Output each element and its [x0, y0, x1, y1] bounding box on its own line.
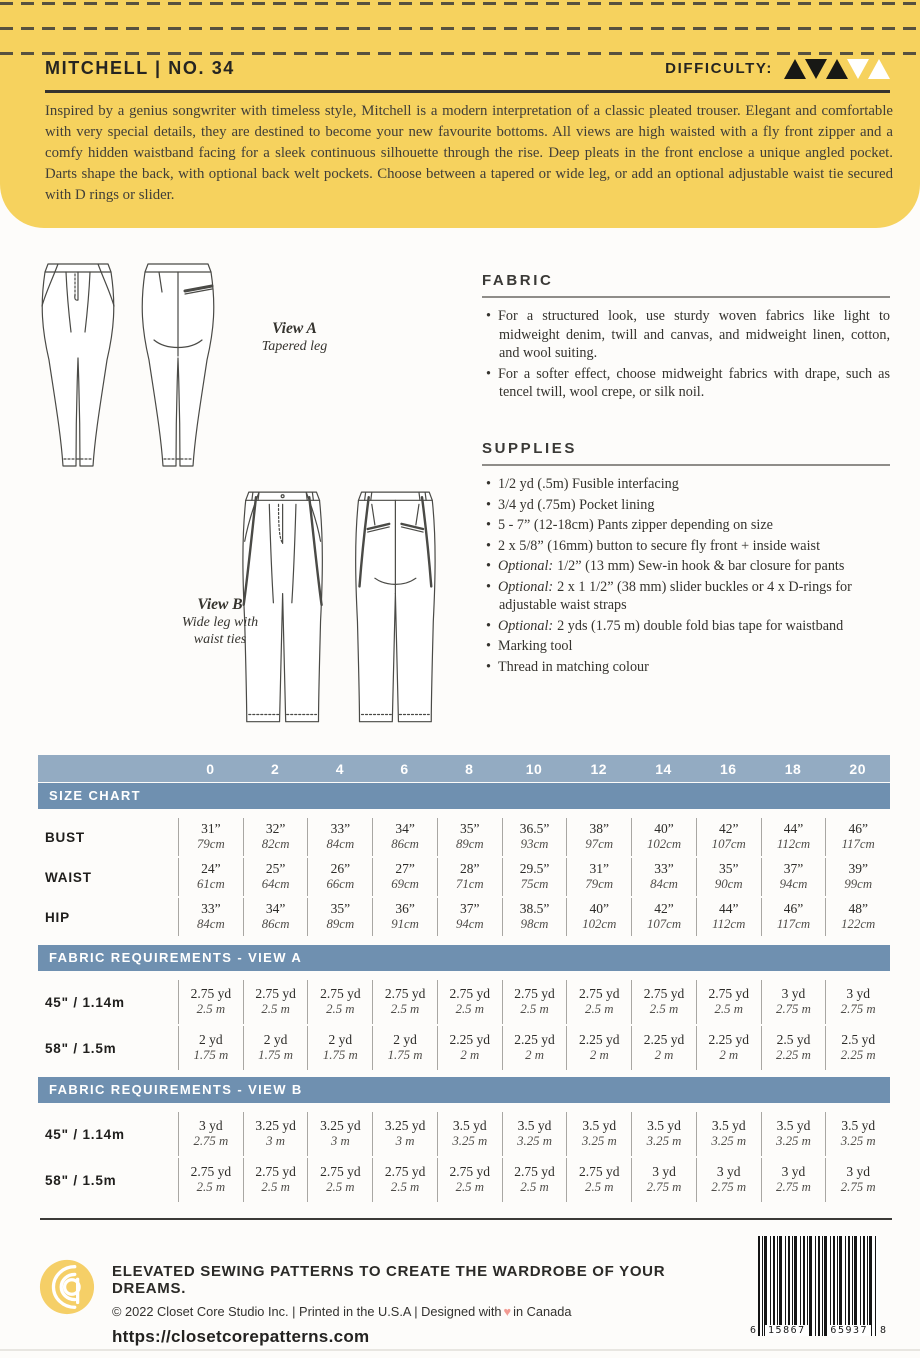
table-cell: 3.5 yd 3.25 m — [825, 1112, 890, 1156]
table-cell: 2.5 yd 2.25 m — [825, 1026, 890, 1070]
difficulty-triangle-open-icon — [847, 59, 869, 79]
dashed-line — [0, 52, 920, 55]
table-cell: 3 yd 2.75 m — [825, 980, 890, 1024]
table-cell: 3 yd 2.75 m — [178, 1112, 243, 1156]
difficulty-triangle-open-icon — [868, 59, 890, 79]
supplies-item: • Marking tool — [486, 638, 573, 654]
row-cells — [178, 1112, 890, 1156]
barcode-bars — [758, 1236, 878, 1336]
row-label: 58" / 1.5m — [45, 1172, 117, 1188]
supplies-section — [482, 440, 890, 678]
size-header-row — [38, 755, 890, 782]
table-cell: 2.75 yd 2.5 m — [437, 1158, 502, 1202]
footer-copyright: © 2022 Closet Core Studio Inc. | Printed in the U.S.A | Designed with ♥ in Canada — [112, 1304, 572, 1319]
row-label: 58" / 1.5m — [45, 1040, 117, 1056]
table-cell: 2.75 yd 2.5 m — [437, 980, 502, 1024]
table-cell: 37” 94cm — [437, 898, 502, 936]
size-chart-row-bust — [38, 818, 890, 856]
table-cell: 38” 97cm — [566, 818, 631, 856]
size-column-header: 0 — [206, 760, 215, 777]
req-a-row-45 — [38, 980, 890, 1024]
table-cell: 37” 94cm — [761, 858, 826, 896]
table-cell: 2.25 yd 2 m — [631, 1026, 696, 1070]
table-cell: 40” 102cm — [631, 818, 696, 856]
table-cell: 46” 117cm — [761, 898, 826, 936]
table-cell: 28” 71cm — [437, 858, 502, 896]
footer-rule — [40, 1218, 892, 1220]
size-column-header: 6 — [400, 760, 409, 777]
row-label: WAIST — [45, 869, 92, 885]
table-cell: 25” 64cm — [243, 858, 308, 896]
row-label: 45" / 1.14m — [45, 1126, 125, 1142]
table-cell: 2.75 yd 2.5 m — [243, 980, 308, 1024]
size-column-header: 8 — [465, 760, 474, 777]
table-cell: 3.5 yd 3.25 m — [437, 1112, 502, 1156]
table-cell: 2.75 yd 2.5 m — [502, 980, 567, 1024]
row-label: 45" / 1.14m — [45, 994, 125, 1010]
table-cell: 48” 122cm — [825, 898, 890, 936]
fabric-req-a-band: FABRIC REQUIREMENTS - VIEW A — [38, 945, 890, 971]
dashed-line — [0, 27, 920, 30]
view-a-label: View A Tapered leg — [261, 320, 328, 354]
footer-text-block — [112, 1263, 732, 1347]
envelope-bottom-edge — [0, 1349, 920, 1351]
table-cell: 3.25 yd 3 m — [243, 1112, 308, 1156]
difficulty-label: DIFFICULTY: — [665, 60, 773, 77]
difficulty-triangle-filled-icon — [826, 59, 848, 79]
table-cell: 3.5 yd 3.25 m — [502, 1112, 567, 1156]
table-cell: 3 yd 2.75 m — [761, 1158, 826, 1202]
table-cell: 2 yd 1.75 m — [243, 1026, 308, 1070]
fabric-bullet-list — [482, 307, 890, 402]
fabric-bullet: • For a softer effect, choose midweight fabrics with drape, such as tencel twill, wool crepe, or silk noil. — [486, 365, 890, 400]
table-cell: 2.25 yd 2 m — [437, 1026, 502, 1070]
row-cells — [178, 858, 890, 896]
table-cell: 35” 89cm — [307, 898, 372, 936]
table-cell: 2.75 yd 2.5 m — [178, 980, 243, 1024]
table-cell: 2.25 yd 2 m — [566, 1026, 631, 1070]
req-b-row-45 — [38, 1112, 890, 1156]
table-cell: 2.75 yd 2.5 m — [502, 1158, 567, 1202]
footer-headline: ELEVATED SEWING PATTERNS TO CREATE THE WARDROBE OF YOUR DREAMS. — [112, 1263, 666, 1297]
supplies-item: • Optional: 1/2” (13 mm) Sew-in hook & bar closure for pants — [486, 558, 845, 574]
table-cell: 29.5” 75cm — [502, 858, 567, 896]
table-cell: 2.75 yd 2.5 m — [307, 980, 372, 1024]
hero-panel — [0, 0, 920, 228]
table-cell: 2.25 yd 2 m — [502, 1026, 567, 1070]
closet-core-logo-icon — [38, 1258, 96, 1316]
table-cell: 3.5 yd 3.25 m — [761, 1112, 826, 1156]
row-cells — [178, 1158, 890, 1202]
table-cell: 39” 99cm — [825, 858, 890, 896]
row-label: HIP — [45, 909, 70, 925]
table-cell: 34” 86cm — [243, 898, 308, 936]
table-cell: 3.25 yd 3 m — [372, 1112, 437, 1156]
table-cell: 31” 79cm — [178, 818, 243, 856]
table-cell: 3 yd 2.75 m — [825, 1158, 890, 1202]
barcode-digit-group: 65937 — [827, 1325, 871, 1336]
table-cell: 44” 112cm — [761, 818, 826, 856]
supplies-item: • Optional: 2 yds (1.75 m) double fold bias tape for waistband — [486, 617, 844, 634]
table-cell: 33” 84cm — [307, 818, 372, 856]
table-cell: 3.5 yd 3.25 m — [631, 1112, 696, 1156]
table-cell: 26” 66cm — [307, 858, 372, 896]
table-cell: 2 yd 1.75 m — [178, 1026, 243, 1070]
table-cell: 34” 86cm — [372, 818, 437, 856]
fabric-bullet: • For a structured look, use sturdy woven fabrics like light to midweight denim, twill and canvas, and midweight linen, cotton, and wool suiting. — [486, 308, 890, 361]
size-column-header: 16 — [719, 760, 737, 777]
supplies-item: • 2 x 5/8” (16mm) button to secure fly front + inside waist — [486, 537, 821, 554]
difficulty-rating — [665, 59, 890, 79]
footer-url: https://closetcorepatterns.com — [112, 1327, 370, 1346]
table-cell: 2.75 yd 2.5 m — [566, 1158, 631, 1202]
table-cell: 2.75 yd 2.5 m — [307, 1158, 372, 1202]
req-b-row-58 — [38, 1158, 890, 1202]
table-cell: 3.5 yd 3.25 m — [696, 1112, 761, 1156]
supplies-heading: SUPPLIES — [482, 440, 890, 466]
view-a-illustration — [28, 260, 228, 480]
barcode-digit: 6 — [750, 1325, 757, 1336]
supplies-item: • 3/4 yd (.75m) Pocket lining — [486, 496, 655, 513]
supplies-item: • Optional: 2 x 1 1/2” (38 mm) slider buckles or 4 x D-rings for adjustable waist straps — [486, 578, 852, 613]
table-cell: 42” 107cm — [696, 818, 761, 856]
table-cell: 40” 102cm — [566, 898, 631, 936]
barcode-digit: 8 — [880, 1325, 887, 1336]
table-cell: 2.5 yd 2.25 m — [761, 1026, 826, 1070]
difficulty-triangle-filled-icon — [805, 59, 827, 79]
table-cell: 35” 90cm — [696, 858, 761, 896]
fabric-req-b-band: FABRIC REQUIREMENTS - VIEW B — [38, 1077, 890, 1103]
table-cell: 38.5” 98cm — [502, 898, 567, 936]
table-cell: 3 yd 2.75 m — [696, 1158, 761, 1202]
size-column-header: 18 — [784, 760, 802, 777]
fabric-section — [482, 272, 890, 404]
size-column-header: 2 — [270, 760, 280, 777]
table-cell: 2.25 yd 2 m — [696, 1026, 761, 1070]
table-cell: 3.5 yd 3.25 m — [566, 1112, 631, 1156]
row-cells — [178, 818, 890, 856]
table-cell: 2.75 yd 2.5 m — [178, 1158, 243, 1202]
table-cell: 2.75 yd 2.5 m — [372, 980, 437, 1024]
req-a-row-58 — [38, 1026, 890, 1070]
table-cell: 2.75 yd 2.5 m — [243, 1158, 308, 1202]
table-cell: 3 yd 2.75 m — [631, 1158, 696, 1202]
size-column-header: 14 — [655, 760, 672, 777]
table-cell: 24” 61cm — [178, 858, 243, 896]
table-cell: 46” 117cm — [825, 818, 890, 856]
size-chart-band: SIZE CHART — [38, 783, 890, 809]
size-column-header: 12 — [590, 760, 608, 777]
pattern-title: MITCHELL | NO. 34 — [45, 58, 235, 78]
table-cell: 2 yd 1.75 m — [372, 1026, 437, 1070]
table-cell: 32” 82cm — [243, 818, 308, 856]
row-label: BUST — [45, 829, 85, 845]
title-rule — [45, 90, 890, 93]
table-cell: 2 yd 1.75 m — [307, 1026, 372, 1070]
table-cell: 3.25 yd 3 m — [307, 1112, 372, 1156]
table-cell: 2.75 yd 2.5 m — [696, 980, 761, 1024]
size-column-header: 20 — [849, 760, 866, 777]
table-cell: 36.5” 93cm — [502, 818, 567, 856]
table-cell: 2.75 yd 2.5 m — [631, 980, 696, 1024]
size-column-header: 4 — [335, 760, 344, 777]
row-cells — [178, 1026, 890, 1070]
supplies-item: • 1/2 yd (.5m) Fusible interfacing — [486, 476, 679, 492]
table-cell: 33” 84cm — [178, 898, 243, 936]
table-cell: 33” 84cm — [631, 858, 696, 896]
view-b-label: View B Wide leg with waist ties — [181, 596, 259, 647]
row-cells — [178, 898, 890, 936]
supplies-item: • Thread in matching colour — [486, 658, 649, 675]
table-cell: 44” 112cm — [696, 898, 761, 936]
supplies-item: • 5 - 7” (12-18cm) Pants zipper depending on size — [486, 517, 773, 533]
table-cell: 27” 69cm — [372, 858, 437, 896]
table-cell: 36” 91cm — [372, 898, 437, 936]
fabric-heading: FABRIC — [482, 272, 890, 298]
barcode — [750, 1236, 894, 1336]
table-cell: 2.75 yd 2.5 m — [566, 980, 631, 1024]
supplies-list — [482, 475, 890, 676]
size-and-fabric-tables — [38, 755, 890, 1202]
pattern-description: Inspired by a genius songwriter with timeless style, Mitchell is a modern interpretation of a classic pleated trouser. Elegant and comfortable with very special details, they are destined to become your new favourite bottoms. All views are high waisted with a fly front zipper and a comfy hidden waistband facing for a sleek continuous silhouette through the rise. Deep pleats in the front enclose a unique angled pocket. Darts shape the back, with optional back welt pockets. Choose between a tapered or wide leg, or add an optional adjustable waist tie secured with D rings or slider. — [45, 103, 893, 203]
row-cells — [178, 980, 890, 1024]
table-cell: 31” 79cm — [566, 858, 631, 896]
table-cell: 42” 107cm — [631, 898, 696, 936]
size-chart-row-waist — [38, 858, 890, 896]
heart-icon: ♥ — [503, 1304, 512, 1319]
table-cell: 3 yd 2.75 m — [761, 980, 826, 1024]
dashed-line — [0, 2, 920, 5]
barcode-digit-group: 15867 — [765, 1325, 809, 1336]
size-chart-row-hip — [38, 898, 890, 936]
table-cell: 35” 89cm — [437, 818, 502, 856]
size-column-header: 10 — [525, 760, 543, 777]
table-cell: 2.75 yd 2.5 m — [372, 1158, 437, 1202]
difficulty-triangle-filled-icon — [784, 59, 806, 79]
